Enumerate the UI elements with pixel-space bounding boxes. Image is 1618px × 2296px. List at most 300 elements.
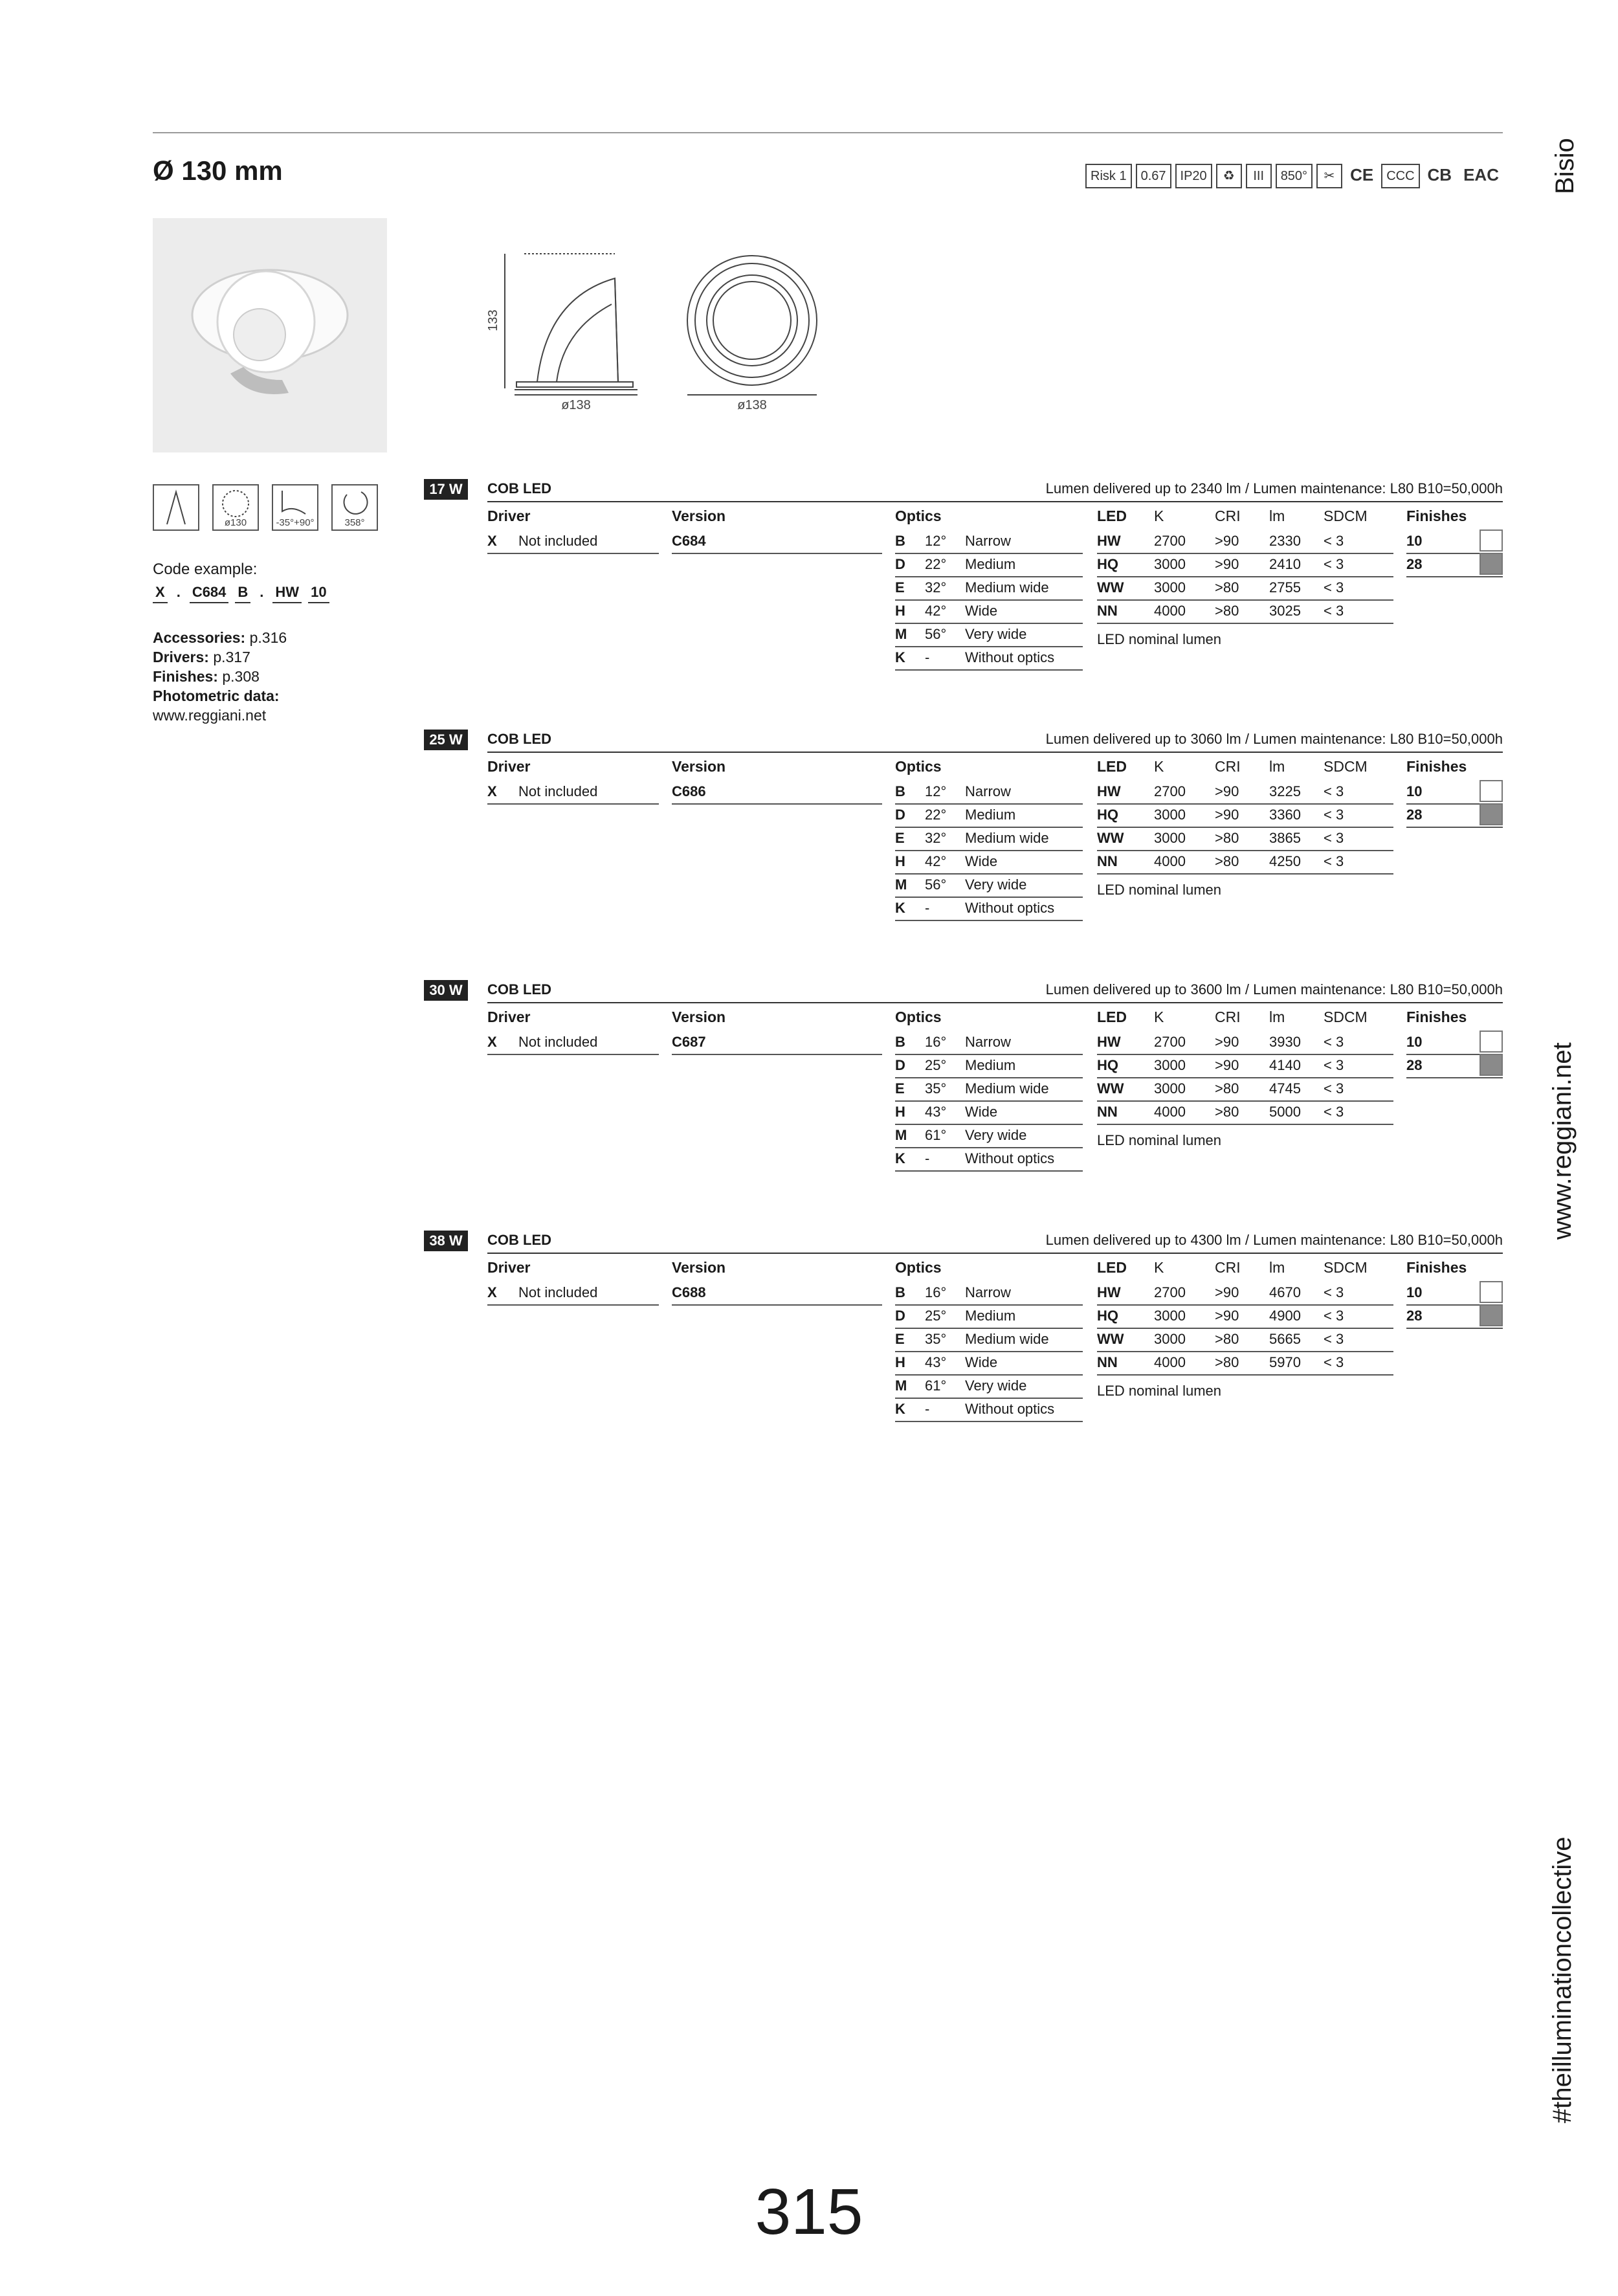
certification-icons	[1085, 164, 1503, 191]
led-rule	[1097, 1304, 1393, 1306]
led-cell: >90	[1215, 1284, 1239, 1300]
led-cell: 2700	[1154, 1034, 1186, 1050]
optic-rule	[895, 1170, 1083, 1172]
column-header: SDCM	[1324, 1009, 1368, 1025]
led-cell: 4900	[1269, 1308, 1301, 1324]
cert-badge: CCC	[1381, 164, 1419, 188]
finish-rule	[1406, 576, 1503, 577]
version-rule	[672, 1304, 882, 1306]
led-cell: >90	[1215, 783, 1239, 799]
product-section	[424, 1231, 1503, 1477]
led-cell: >80	[1215, 1080, 1239, 1097]
column-header: SDCM	[1324, 758, 1368, 775]
finish-swatch	[1479, 1304, 1503, 1326]
led-cell: 4745	[1269, 1080, 1301, 1097]
led-note: LED nominal lumen	[1097, 1383, 1221, 1399]
led-rule	[1097, 1054, 1393, 1055]
led-rule	[1097, 553, 1393, 554]
optic-code: M	[895, 626, 907, 642]
led-cell: >90	[1215, 807, 1239, 823]
driver-name: Not included	[518, 1034, 598, 1050]
optic-code: H	[895, 853, 905, 869]
led-cell: < 3	[1324, 1104, 1344, 1120]
led-cell: WW	[1097, 1080, 1124, 1097]
optic-name: Medium	[965, 556, 1016, 572]
column-header: Optics	[895, 1259, 942, 1276]
optic-name: Narrow	[965, 533, 1011, 549]
optic-code: M	[895, 876, 907, 893]
optic-angle: 42°	[925, 853, 947, 869]
led-cell: WW	[1097, 579, 1124, 596]
led-cell: 2330	[1269, 533, 1301, 549]
version-code: C687	[672, 1034, 706, 1050]
column-header: Version	[672, 1009, 726, 1025]
column-header: K	[1154, 1009, 1164, 1025]
led-cell: >80	[1215, 1354, 1239, 1370]
column-header: CRI	[1215, 1009, 1241, 1025]
finish-swatch	[1479, 803, 1503, 825]
led-rule	[1097, 1374, 1393, 1376]
optic-code: E	[895, 830, 905, 846]
finish-code: 28	[1406, 1308, 1423, 1324]
optic-name: Without optics	[965, 1401, 1055, 1417]
led-cell: < 3	[1324, 556, 1344, 572]
version-rule	[672, 553, 882, 554]
optic-name: Medium wide	[965, 1331, 1049, 1347]
wattage-badge: 17 W	[424, 479, 468, 500]
led-cell: < 3	[1324, 1331, 1344, 1347]
driver-code: X	[487, 533, 497, 549]
cert-badge: 850°	[1276, 164, 1313, 188]
led-cell: 5665	[1269, 1331, 1301, 1347]
led-cell: < 3	[1324, 1057, 1344, 1073]
optic-code: B	[895, 783, 905, 799]
optic-code: K	[895, 1150, 905, 1166]
finish-code: 28	[1406, 556, 1423, 572]
led-cell: >80	[1215, 603, 1239, 619]
led-cell: 3000	[1154, 1057, 1186, 1073]
optic-name: Very wide	[965, 626, 1027, 642]
top-rule	[153, 132, 1503, 133]
column-header: K	[1154, 758, 1164, 775]
driver-name: Not included	[518, 783, 598, 799]
optic-angle: 56°	[925, 626, 947, 642]
led-cell: 2700	[1154, 783, 1186, 799]
column-header: SDCM	[1324, 1259, 1368, 1276]
column-header: SDCM	[1324, 507, 1368, 524]
led-cell: HW	[1097, 783, 1121, 799]
driver-name: Not included	[518, 533, 598, 549]
lumen-info: Lumen delivered up to 2340 lm / Lumen maintenance: L80 B10=50,000h	[1045, 480, 1503, 496]
optic-name: Without optics	[965, 649, 1055, 665]
optic-angle: 43°	[925, 1104, 947, 1120]
optic-name: Very wide	[965, 1127, 1027, 1143]
column-header: lm	[1269, 507, 1285, 524]
finish-code: 28	[1406, 807, 1423, 823]
optic-code: M	[895, 1127, 907, 1143]
led-cell: 4000	[1154, 1354, 1186, 1370]
finish-code: 28	[1406, 1057, 1423, 1073]
height-dimension: 133	[486, 309, 500, 331]
optic-code: H	[895, 603, 905, 619]
finish-swatch	[1479, 1054, 1503, 1076]
column-header: Finishes	[1406, 1009, 1467, 1025]
led-cell: NN	[1097, 853, 1118, 869]
led-rule	[1097, 1351, 1393, 1352]
led-cell: < 3	[1324, 807, 1344, 823]
led-cell: >90	[1215, 533, 1239, 549]
led-rule	[1097, 576, 1393, 577]
led-cell: 4000	[1154, 1104, 1186, 1120]
driver-rule	[487, 1304, 659, 1306]
led-cell: 4670	[1269, 1284, 1301, 1300]
led-cell: < 3	[1324, 1034, 1344, 1050]
optic-angle: 32°	[925, 579, 947, 596]
brand-label: Bisio	[1551, 138, 1579, 194]
led-cell: < 3	[1324, 1284, 1344, 1300]
led-cell: >80	[1215, 830, 1239, 846]
finish-swatch	[1479, 1031, 1503, 1053]
optic-angle: 43°	[925, 1354, 947, 1370]
finish-swatch	[1479, 529, 1503, 552]
column-header: Driver	[487, 1259, 531, 1276]
optic-code: D	[895, 1057, 905, 1073]
led-cell: HQ	[1097, 807, 1118, 823]
optic-name: Narrow	[965, 783, 1011, 799]
optic-name: Medium	[965, 1057, 1016, 1073]
lumen-info: Lumen delivered up to 3060 lm / Lumen maintenance: L80 B10=50,000h	[1045, 731, 1503, 747]
optic-angle: 35°	[925, 1080, 947, 1097]
optic-angle: 12°	[925, 783, 947, 799]
column-header: CRI	[1215, 758, 1241, 775]
optic-angle: 56°	[925, 876, 947, 893]
tilt-caption: -35°+90°	[276, 517, 315, 528]
optic-angle: 22°	[925, 556, 947, 572]
led-cell: NN	[1097, 1104, 1118, 1120]
cert-badge: Risk 1	[1085, 164, 1132, 188]
led-cell: >90	[1215, 556, 1239, 572]
code-example	[153, 584, 329, 603]
optic-angle: 42°	[925, 603, 947, 619]
column-header: Driver	[487, 507, 531, 524]
product-photo	[153, 218, 387, 452]
optic-code: K	[895, 900, 905, 916]
column-header: LED	[1097, 507, 1127, 524]
led-cell: >80	[1215, 1104, 1239, 1120]
led-cell: < 3	[1324, 853, 1344, 869]
product-section	[424, 980, 1503, 1226]
optic-code: B	[895, 533, 905, 549]
driver-name: Not included	[518, 1284, 598, 1300]
driver-rule	[487, 803, 659, 805]
optic-rule	[895, 1421, 1083, 1422]
driver-code: X	[487, 783, 497, 799]
column-header: LED	[1097, 1009, 1127, 1025]
code-part: B	[235, 584, 250, 603]
led-rule	[1097, 623, 1393, 624]
led-cell: 3360	[1269, 807, 1301, 823]
finish-code: 10	[1406, 1284, 1423, 1300]
optic-name: Medium wide	[965, 830, 1049, 846]
led-rule	[1097, 873, 1393, 875]
technical-drawings	[485, 240, 848, 418]
led-cell: < 3	[1324, 579, 1344, 596]
led-cell: HQ	[1097, 1308, 1118, 1324]
led-cell: 3000	[1154, 1080, 1186, 1097]
cert-badge: EAC	[1463, 165, 1499, 184]
led-cell: WW	[1097, 830, 1124, 846]
led-cell: >90	[1215, 1034, 1239, 1050]
cob-led-label: COB LED	[487, 480, 551, 496]
optic-angle: 22°	[925, 807, 947, 823]
optic-rule	[895, 669, 1083, 671]
led-cell: >80	[1215, 1331, 1239, 1347]
section-rule	[487, 1002, 1503, 1003]
wattage-badge: 30 W	[424, 980, 468, 1001]
led-cell: >80	[1215, 579, 1239, 596]
led-cell: 3000	[1154, 1331, 1186, 1347]
optic-angle: 25°	[925, 1057, 947, 1073]
led-cell: >90	[1215, 1308, 1239, 1324]
led-rule	[1097, 599, 1393, 601]
product-section	[424, 479, 1503, 725]
column-header: Version	[672, 1259, 726, 1276]
optic-rule	[895, 920, 1083, 921]
optic-angle: 16°	[925, 1284, 947, 1300]
column-header: Optics	[895, 1009, 942, 1025]
optic-name: Wide	[965, 853, 998, 869]
optic-name: Wide	[965, 1354, 998, 1370]
cert-badge: CB	[1427, 165, 1452, 184]
led-note: LED nominal lumen	[1097, 882, 1221, 898]
version-code: C688	[672, 1284, 706, 1300]
led-cell: 3000	[1154, 579, 1186, 596]
led-cell: 2410	[1269, 556, 1301, 572]
led-cell: < 3	[1324, 783, 1344, 799]
optic-angle: 35°	[925, 1331, 947, 1347]
column-header: CRI	[1215, 507, 1241, 524]
optic-name: Narrow	[965, 1284, 1011, 1300]
led-rule	[1097, 803, 1393, 805]
optic-name: Medium	[965, 807, 1016, 823]
optic-name: Medium	[965, 1308, 1016, 1324]
column-header: Optics	[895, 507, 942, 524]
version-code: C684	[672, 533, 706, 549]
version-rule	[672, 1054, 882, 1055]
code-part: .	[176, 584, 181, 600]
column-header: Optics	[895, 758, 942, 775]
optic-code: D	[895, 1308, 905, 1324]
optic-angle: 61°	[925, 1377, 947, 1394]
website-label: www.reggiani.net	[1548, 1042, 1577, 1240]
rotation-icon	[331, 484, 378, 531]
led-cell: >80	[1215, 853, 1239, 869]
hashtag-label: #theilluminationcollective	[1548, 1836, 1577, 2123]
front-diameter: ø138	[737, 398, 767, 412]
led-cell: 3025	[1269, 603, 1301, 619]
optic-code: D	[895, 807, 905, 823]
page-number: 315	[755, 2176, 863, 2248]
version-rule	[672, 803, 882, 805]
led-cell: 3865	[1269, 830, 1301, 846]
led-cell: 3000	[1154, 807, 1186, 823]
optic-angle: -	[925, 900, 930, 916]
led-cell: < 3	[1324, 603, 1344, 619]
code-part: X	[153, 584, 168, 603]
section-rule	[487, 752, 1503, 753]
optic-code: K	[895, 1401, 905, 1417]
driver-code: X	[487, 1284, 497, 1300]
column-header: K	[1154, 507, 1164, 524]
led-note: LED nominal lumen	[1097, 631, 1221, 647]
tilt-icon	[272, 484, 318, 531]
led-cell: 3000	[1154, 830, 1186, 846]
finish-swatch	[1479, 1281, 1503, 1303]
led-cell: 2700	[1154, 533, 1186, 549]
optic-name: Without optics	[965, 900, 1055, 916]
led-cell: NN	[1097, 603, 1118, 619]
led-cell: WW	[1097, 1331, 1124, 1347]
version-code: C686	[672, 783, 706, 799]
led-cell: 2755	[1269, 579, 1301, 596]
optic-name: Medium wide	[965, 1080, 1049, 1097]
column-header: lm	[1269, 758, 1285, 775]
cert-badge: III	[1246, 164, 1272, 188]
led-cell: 5000	[1269, 1104, 1301, 1120]
column-header: Driver	[487, 1009, 531, 1025]
cob-led-label: COB LED	[487, 1232, 551, 1248]
led-cell: HQ	[1097, 1057, 1118, 1073]
column-header: CRI	[1215, 1259, 1241, 1276]
finish-code: 10	[1406, 783, 1423, 799]
cert-badge: ♻	[1216, 164, 1242, 188]
optic-name: Without optics	[965, 1150, 1055, 1166]
led-cell: < 3	[1324, 1308, 1344, 1324]
finish-rule	[1406, 1077, 1503, 1078]
column-header: K	[1154, 1259, 1164, 1276]
wattage-badge: 38 W	[424, 1231, 468, 1251]
optic-name: Medium wide	[965, 579, 1049, 596]
code-part: 10	[308, 584, 329, 603]
optic-code: B	[895, 1034, 905, 1050]
optic-name: Very wide	[965, 1377, 1027, 1394]
lumen-info: Lumen delivered up to 4300 lm / Lumen maintenance: L80 B10=50,000h	[1045, 1232, 1503, 1248]
product-section	[424, 730, 1503, 975]
column-header: lm	[1269, 1259, 1285, 1276]
optic-angle: -	[925, 649, 930, 665]
column-header: Version	[672, 507, 726, 524]
led-cell: 4140	[1269, 1057, 1301, 1073]
led-cell: < 3	[1324, 533, 1344, 549]
driver-rule	[487, 1054, 659, 1055]
optic-code: B	[895, 1284, 905, 1300]
feature-icons	[153, 484, 378, 531]
cob-led-label: COB LED	[487, 731, 551, 747]
cert-badge: IP20	[1175, 164, 1212, 188]
led-cell: 2700	[1154, 1284, 1186, 1300]
rotation-caption: 358°	[344, 517, 365, 528]
optic-angle: -	[925, 1150, 930, 1166]
led-cell: HW	[1097, 1034, 1121, 1050]
code-part: .	[260, 584, 264, 600]
column-header: Version	[672, 758, 726, 775]
column-header: Finishes	[1406, 507, 1467, 524]
beam-icon	[153, 484, 199, 531]
section-rule	[487, 1253, 1503, 1254]
led-cell: 3000	[1154, 1308, 1186, 1324]
section-rule	[487, 501, 1503, 502]
code-part: C684	[190, 584, 229, 603]
column-header: Finishes	[1406, 758, 1467, 775]
led-cell: 3000	[1154, 556, 1186, 572]
lumen-info: Lumen delivered up to 3600 lm / Lumen maintenance: L80 B10=50,000h	[1045, 981, 1503, 998]
led-cell: < 3	[1324, 1354, 1344, 1370]
optic-code: E	[895, 579, 905, 596]
optic-angle: -	[925, 1401, 930, 1417]
led-cell: 4000	[1154, 603, 1186, 619]
led-rule	[1097, 827, 1393, 828]
column-header: Finishes	[1406, 1259, 1467, 1276]
code-example-label: Code example:	[153, 561, 258, 578]
led-rule	[1097, 1124, 1393, 1125]
led-cell: NN	[1097, 1354, 1118, 1370]
optic-name: Wide	[965, 603, 998, 619]
led-cell: HQ	[1097, 556, 1118, 572]
optic-angle: 16°	[925, 1034, 947, 1050]
cert-badge: ✂	[1316, 164, 1342, 188]
driver-code: X	[487, 1034, 497, 1050]
optic-angle: 61°	[925, 1127, 947, 1143]
optic-code: D	[895, 556, 905, 572]
side-diameter: ø138	[561, 398, 591, 412]
optic-code: M	[895, 1377, 907, 1394]
optic-angle: 12°	[925, 533, 947, 549]
optic-code: E	[895, 1080, 905, 1097]
finish-swatch	[1479, 780, 1503, 802]
led-cell: 3225	[1269, 783, 1301, 799]
cert-badge: CE	[1350, 165, 1374, 184]
optic-code: E	[895, 1331, 905, 1347]
cob-led-label: COB LED	[487, 981, 551, 998]
led-cell: 3930	[1269, 1034, 1301, 1050]
led-cell: 5970	[1269, 1354, 1301, 1370]
led-rule	[1097, 1077, 1393, 1078]
optic-angle: 32°	[925, 830, 947, 846]
finish-code: 10	[1406, 533, 1423, 549]
cutout-icon	[212, 484, 259, 531]
code-part: HW	[272, 584, 302, 603]
wattage-badge: 25 W	[424, 730, 468, 750]
column-header: Driver	[487, 758, 531, 775]
optic-code: K	[895, 649, 905, 665]
led-cell: >90	[1215, 1057, 1239, 1073]
finish-rule	[1406, 827, 1503, 828]
finish-code: 10	[1406, 1034, 1423, 1050]
led-rule	[1097, 1100, 1393, 1102]
led-rule	[1097, 850, 1393, 851]
column-header: LED	[1097, 758, 1127, 775]
finish-rule	[1406, 1328, 1503, 1329]
column-header: lm	[1269, 1009, 1285, 1025]
finish-swatch	[1479, 553, 1503, 575]
led-rule	[1097, 1328, 1393, 1329]
led-cell: HW	[1097, 533, 1121, 549]
led-cell: 4250	[1269, 853, 1301, 869]
led-cell: 4000	[1154, 853, 1186, 869]
references: Accessories: p.316 Drivers: p.317 Finishes: p.308 Photometric data: www.reggiani.net	[153, 629, 287, 724]
optic-code: H	[895, 1104, 905, 1120]
optic-code: H	[895, 1354, 905, 1370]
